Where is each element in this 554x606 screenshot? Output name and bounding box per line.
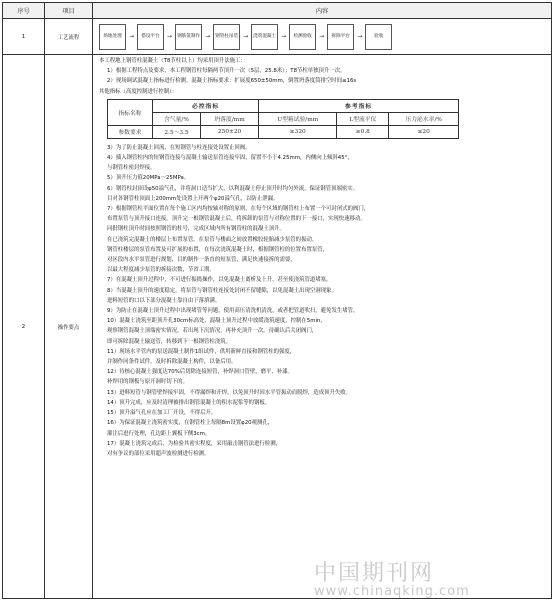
- text-line: 3）为了防止混凝土回流，在短钢管与柱连接处设置止回阀。: [107, 144, 251, 151]
- param-value-label: 参数要求: [108, 125, 153, 138]
- param-value: 250±20: [200, 125, 258, 138]
- text-line: 本工程地上钢管柱混凝土（T8节柱以上）均采用顶升法施工：: [99, 58, 246, 64]
- text-line: 1）根据工程特点及要求，本工程钢管柱每隔两节顶升一次（5层，25.8米）；T8节柱单独顶升一次。: [107, 68, 346, 75]
- header-content: 内容: [93, 3, 552, 19]
- row2-no: 2: [3, 55, 45, 599]
- text-line: 以最大程度减少泵管的拆接次数，节省工期。: [107, 267, 215, 274]
- table-header-row: [3, 3, 552, 19]
- process-flow: [99, 24, 545, 50]
- flow-arrow-icon: →: [129, 33, 135, 40]
- flow-step: 浇筑混凝土: [251, 24, 278, 50]
- text-line: 16）为保证混凝土浇筑密实度，在钢管柱上每隔8m设置φ20观测孔，: [107, 420, 274, 427]
- process-flow-cell: [93, 19, 552, 55]
- flow-arrow-icon: →: [281, 33, 287, 40]
- text-line: 并制作同条件试件，及时拆除混凝土构件，以备后用。: [107, 359, 237, 366]
- key-points-list: [99, 143, 545, 459]
- flow-step: 检测验收: [289, 24, 316, 50]
- text-line: 对有争议的部位采用超声波检测进行检测。: [107, 450, 210, 457]
- flow-arrow-icon: →: [205, 33, 211, 40]
- flow-arrow-icon: →: [319, 33, 325, 40]
- param-value: 2.5～3.5: [152, 125, 200, 138]
- text-line: 7）根据钢管柱平面位置在每个施工区内均按轴对称的原则，在每个区域的钢管柱上布置一个可封闭式的阀门，: [107, 206, 370, 213]
- concrete-parameter-table: [107, 99, 459, 139]
- text-line: 钢管柱楼层的泵管布置及可扩展的布置，在每次浇筑混凝土时，根据钢管柱的位置布置泵管，: [107, 246, 329, 253]
- row1-item: 工艺流程: [45, 19, 93, 55]
- text-line: 与钢管柱密封焊接。: [107, 165, 156, 172]
- text-line: 目对各钢管柱顶面上200mm处设置上开两个φ20溢气孔，以防止泄漏。: [107, 195, 279, 202]
- table-row-key-points: [3, 55, 552, 599]
- param-header: 含气量/%: [152, 112, 200, 125]
- flow-step: 钢管柱吊装: [213, 24, 240, 50]
- text-line: 补焊用的钢板与原开洞时切下的。: [107, 379, 188, 386]
- param-value: ≤20: [389, 125, 459, 138]
- watermark-url: www.chinaqking.com: [314, 584, 470, 599]
- text-line: 8）当混凝土顶升的速度稳定，将泵管与钢管柱连接处封闭不留缝隙，以免混凝土出现空洞现象。: [107, 287, 337, 294]
- flow-arrow-icon: →: [167, 33, 173, 40]
- text-line: 12）待核心混凝土强度达70%后切除连接短管，补焊洞口管壁，磨平、补漆。: [107, 369, 293, 376]
- flow-step: 验收: [365, 24, 392, 50]
- text-line: 灌注后进行处理，孔边距上翼板下侧3cm。: [107, 430, 211, 437]
- construction-table: [2, 2, 552, 599]
- text-line: 15）顶升溢气孔应在加工厂开设，不得后开。: [107, 410, 217, 417]
- flow-step: 场地处理: [99, 24, 126, 50]
- param-must-title: 必控指标: [152, 99, 258, 112]
- param-value: ≥0.8: [337, 125, 389, 138]
- text-line: 11）现场水平管内的泵送混凝土制作1组试件，供用新鲜直接和钢管柱的强度，: [107, 348, 296, 355]
- text-line: 14）顶升完成，应及时清理被排出钢管混凝土的积水泥浆等的钢板。: [107, 399, 271, 406]
- param-ref-title: 参考指标: [259, 99, 459, 112]
- param-header: 坍落度/mm: [200, 112, 258, 125]
- text-line: 4）插入钢管柱内的短钢管连接与混凝土输送泵管连接牢固，留置不小于4.25mm，内侧向上倾斜45°，: [107, 155, 353, 162]
- text-line: 同批钢柱顶升时间按照钢管的柱号，完成区域内所有钢管柱的混凝土顶升。: [107, 226, 285, 233]
- key-points-cell: [93, 55, 552, 599]
- key-points-intro: [99, 56, 545, 97]
- param-row-label: 指标名称: [108, 99, 153, 125]
- text-line: 观察钢管混凝土顶端密实情况，若出现下沉情况，再补充顶升一次。待确认后关闭阀门，: [107, 328, 318, 335]
- param-header: U型箱试验/mm: [259, 112, 337, 125]
- header-item: 项目: [45, 3, 93, 19]
- flow-arrow-icon: →: [243, 33, 249, 40]
- text-line: 2）现场调试混凝土指标进行检测。混凝土指标要求：扩展度650±50mm，倒置坍落度筒排空时间≤16s: [107, 78, 357, 85]
- flow-step: 搭设平台: [137, 24, 164, 50]
- table-row-process: [3, 19, 552, 55]
- param-header: 压力泌水率/%: [389, 112, 459, 125]
- flow-step: 钢筋笼制作: [175, 24, 202, 50]
- document-page: [2, 2, 552, 604]
- text-line: 对区段内水平泵管进行规划，目的制作一条直的短泵管，满足快速接拆的需要，: [107, 257, 296, 264]
- param-header: L型流平仪: [337, 112, 389, 125]
- text-line: 布置泵管与顶升接口连接。顶升完一根钢管混凝土后，将拆卸的泵管与对称位置的下一接口，实现快速移动。: [107, 216, 366, 223]
- text-line: 17）混凝土浇筑完成后，为检验其密实程度，采用敲击钢管法进行检测，: [107, 440, 281, 447]
- row1-no: 1: [3, 19, 45, 55]
- text-line: 即可拆除混凝土输送管，转移到下一根钢管柱浇筑。: [107, 338, 231, 345]
- text-line: 进料短管的口以下部分混凝土靠自由下落填满。: [107, 297, 221, 304]
- text-line: 其他指标（高度控制进行控制）：: [99, 88, 178, 95]
- watermark-title: 中国期刊网: [314, 561, 435, 586]
- text-line: 7）在混凝土顶升过程中，不可进行振捣操作，以免混凝土离析及上升，甚至使浇筑管道堵塞。: [107, 277, 332, 284]
- text-line: 5）顶升压力值20MPa～25MPa。: [107, 175, 190, 182]
- text-line: 13）进料短管与钢管壁焊接牢固，不得漏焊和开焊，以免顶升时因水平管振动而脱焊，造成顶升失败。: [107, 389, 352, 396]
- text-line: 9）为防止在混凝土顶升过程中出现堵管等问题，使用高压清洗机清洗，或者把管道吹扫，避免发生堵管。: [107, 308, 359, 315]
- text-line: 在已浇筑完混凝土的楼层上布置泵管。在泵管与楼面之间放置橡胶轮胎减少泵管的振动。: [107, 236, 318, 243]
- row2-item: 操作要点: [45, 55, 93, 599]
- header-no: 序号: [3, 3, 45, 19]
- flow-arrow-icon: →: [357, 33, 363, 40]
- text-line: 6）钢管柱封顶设φ50溢气孔，并将洞口适当扩大，以利混凝土停止顶升时均匀外流，保证钢管顶端密实。: [107, 185, 359, 192]
- flow-step: 拆除平台: [327, 24, 354, 50]
- text-line: 10）混凝土浇筑至距顶升孔30cm标高处，混凝土顶升过程中放缓浇筑速度，控制在5min，: [107, 318, 326, 325]
- param-value: ≥320: [259, 125, 337, 138]
